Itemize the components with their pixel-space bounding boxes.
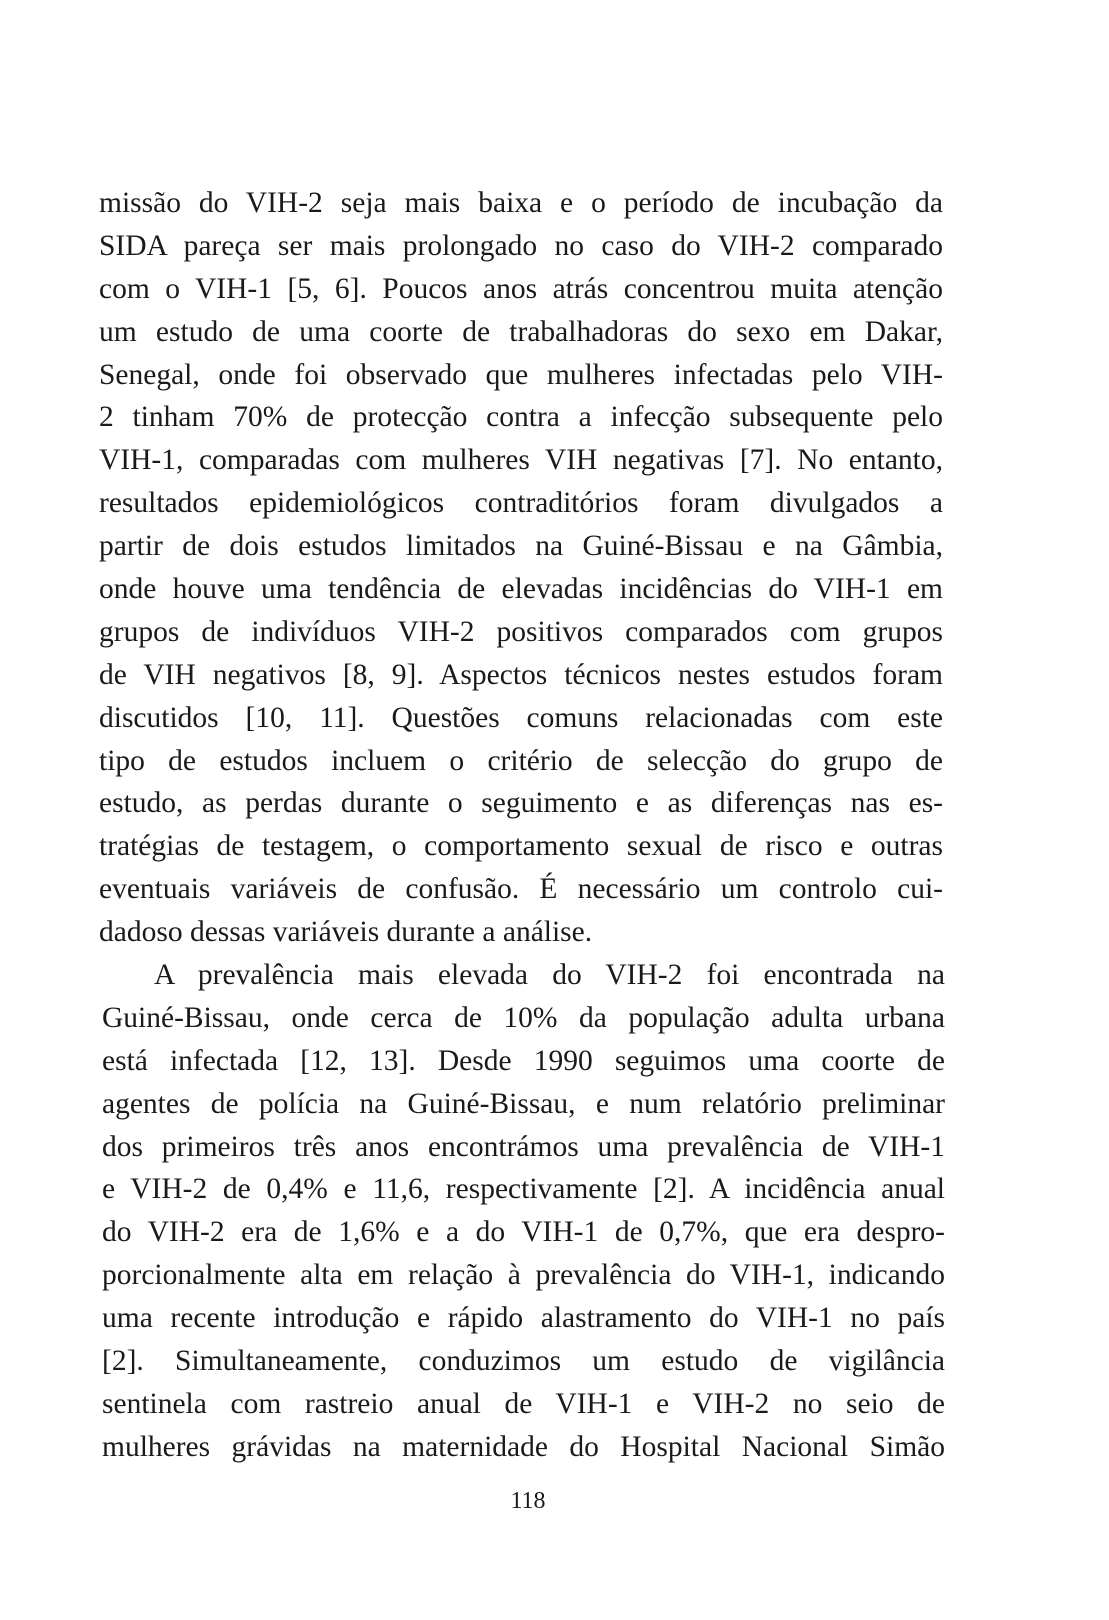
text-line: 2 tinham 70% de protecção contra a infecção subsequente pelo — [99, 401, 943, 434]
text-line: resultados epidemiológicos contraditórios foram divulgados a — [99, 487, 943, 520]
text-line: de VIH negativos [8, 9]. Aspectos técnicos nestes estudos foram — [99, 658, 943, 691]
text-line: Senegal, onde foi observado que mulheres infectadas pelo VIH- — [99, 358, 943, 391]
page-number: 118 — [510, 1488, 546, 1514]
text-line: Guiné-Bissau, onde cerca de 10% da população adulta urbana — [102, 1001, 945, 1034]
text-line: tratégias de testagem, o comportamento sexual de risco e outras — [99, 830, 943, 863]
text-line: e VIH-2 de 0,4% e 11,6, respectivamente [2]. A incidência anual — [102, 1173, 945, 1206]
text-line: dadoso dessas variáveis durante a análise. — [99, 916, 593, 949]
text-line: partir de dois estudos limitados na Guiné-Bissau e na Gâmbia, — [99, 530, 943, 563]
paragraph-1 — [99, 182, 943, 954]
text-line: grupos de indivíduos VIH-2 positivos comparados com grupos — [99, 615, 943, 648]
text-line: SIDA pareça ser mais prolongado no caso do VIH-2 comparado — [99, 229, 943, 262]
text-line: está infectada [12, 13]. Desde 1990 seguimos uma coorte de — [102, 1044, 945, 1077]
text-line: mulheres grávidas na maternidade do Hospital Nacional Simão — [102, 1430, 945, 1463]
text-line: uma recente introdução e rápido alastramento do VIH-1 no país — [102, 1302, 945, 1335]
text-line: eventuais variáveis de confusão. É necessário um controlo cui- — [99, 873, 943, 906]
text-line: tipo de estudos incluem o critério de selecção do grupo de — [99, 744, 943, 777]
text-line: A prevalência mais elevada do VIH-2 foi encontrada na — [154, 959, 945, 991]
text-line: missão do VIH-2 seja mais baixa e o período de incubação da — [99, 187, 943, 219]
text-line: VIH-1, comparadas com mulheres VIH negativas [7]. No entanto, — [99, 444, 943, 477]
text-line: dos primeiros três anos encontrámos uma prevalência de VIH-1 — [102, 1130, 945, 1163]
paragraph-2 — [102, 954, 945, 1469]
text-line: [2]. Simultaneamente, conduzimos um estudo de vigilância — [102, 1345, 945, 1378]
text-line: estudo, as perdas durante o seguimento e as diferenças nas es- — [99, 787, 943, 820]
text-line: porcionalmente alta em relação à prevalência do VIH-1, indicando — [102, 1259, 945, 1292]
text-line: discutidos [10, 11]. Questões comuns relacionadas com este — [99, 701, 943, 734]
text-line: onde houve uma tendência de elevadas incidências do VIH-1 em — [99, 573, 943, 606]
text-line: sentinela com rastreio anual de VIH-1 e VIH-2 no seio de — [102, 1387, 945, 1420]
text-line: com o VIH-1 [5, 6]. Poucos anos atrás concentrou muita atenção — [99, 272, 943, 305]
text-line: agentes de polícia na Guiné-Bissau, e num relatório preliminar — [102, 1087, 945, 1120]
text-line: um estudo de uma coorte de trabalhadoras do sexo em Dakar, — [99, 315, 943, 348]
text-line: do VIH-2 era de 1,6% e a do VIH-1 de 0,7%, que era despro- — [102, 1216, 945, 1249]
